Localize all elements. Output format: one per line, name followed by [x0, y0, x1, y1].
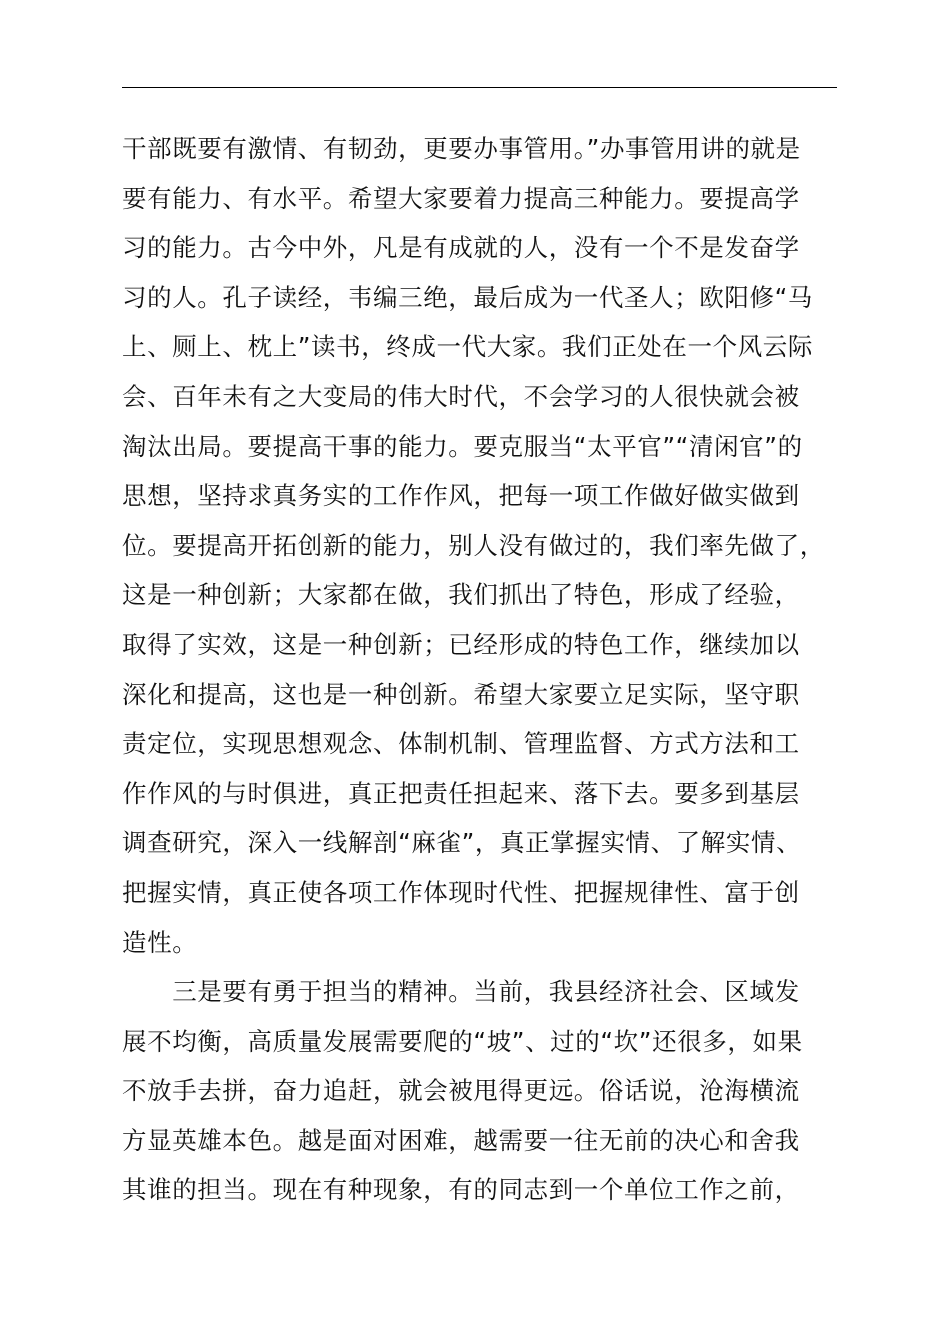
text-line: 作作风的与时俱进，真正把责任担起来、落下去。要多到基层: [122, 778, 800, 808]
text-line: 位。要提高开拓创新的能力，别人没有做过的，我们率先做了，: [122, 530, 825, 560]
text-line: 造性。: [122, 927, 198, 957]
text-line: 会、百年未有之大变局的伟大时代，不会学习的人很快就会被: [122, 381, 800, 411]
text-line: 把握实情，真正使各项工作体现时代性、把握规律性、富于创: [122, 877, 800, 907]
text-line: 深化和提高，这也是一种创新。希望大家要立足实际，坚守职: [122, 679, 800, 709]
text-line: 思想，坚持求真务实的工作作风，把每一项工作做好做实做到: [122, 481, 800, 511]
text-line: 三是要有勇于担当的精神。当前，我县经济社会、区域发: [122, 977, 800, 1007]
text-line: 调查研究，深入一线解剖“麻雀”，真正掌握实情、了解实情、: [122, 828, 802, 858]
document-body: [122, 124, 862, 1215]
header-rule: [122, 87, 837, 88]
text-line: 习的人。孔子读经，韦编三绝，最后成为一代圣人；欧阳修“马: [122, 282, 813, 312]
text-line: 要有能力、有水平。希望大家要着力提高三种能力。要提高学: [122, 183, 800, 213]
text-line: 责定位，实现思想观念、体制机制、管理监督、方式方法和工: [122, 729, 800, 759]
text-line: 其谁的担当。现在有种现象，有的同志到一个单位工作之前，: [122, 1175, 800, 1205]
text-line: 这是一种创新；大家都在做，我们抓出了特色，形成了经验，: [122, 580, 800, 610]
text-line: 展不均衡，高质量发展需要爬的“坡”、过的“坎”还很多，如果: [122, 1026, 803, 1056]
text-line: 上、厕上、枕上”读书，终成一代大家。我们正处在一个风云际: [122, 332, 813, 362]
text-line: 取得了实效，这是一种创新；已经形成的特色工作，继续加以: [122, 629, 800, 659]
text-line: 干部既要有激情、有韧劲，更要办事管用。”办事管用讲的就是: [122, 134, 801, 163]
text-line: 方显英雄本色。越是面对困难，越需要一往无前的决心和舍我: [122, 1125, 800, 1155]
text-line: 淘汰出局。要提高干事的能力。要克服当“太平官”“清闲官”的: [122, 431, 803, 461]
text-line: 不放手去拼，奋力追赶，就会被甩得更远。俗话说，沧海横流: [122, 1076, 800, 1106]
text-line: 习的能力。古今中外，凡是有成就的人，没有一个不是发奋学: [122, 233, 800, 263]
